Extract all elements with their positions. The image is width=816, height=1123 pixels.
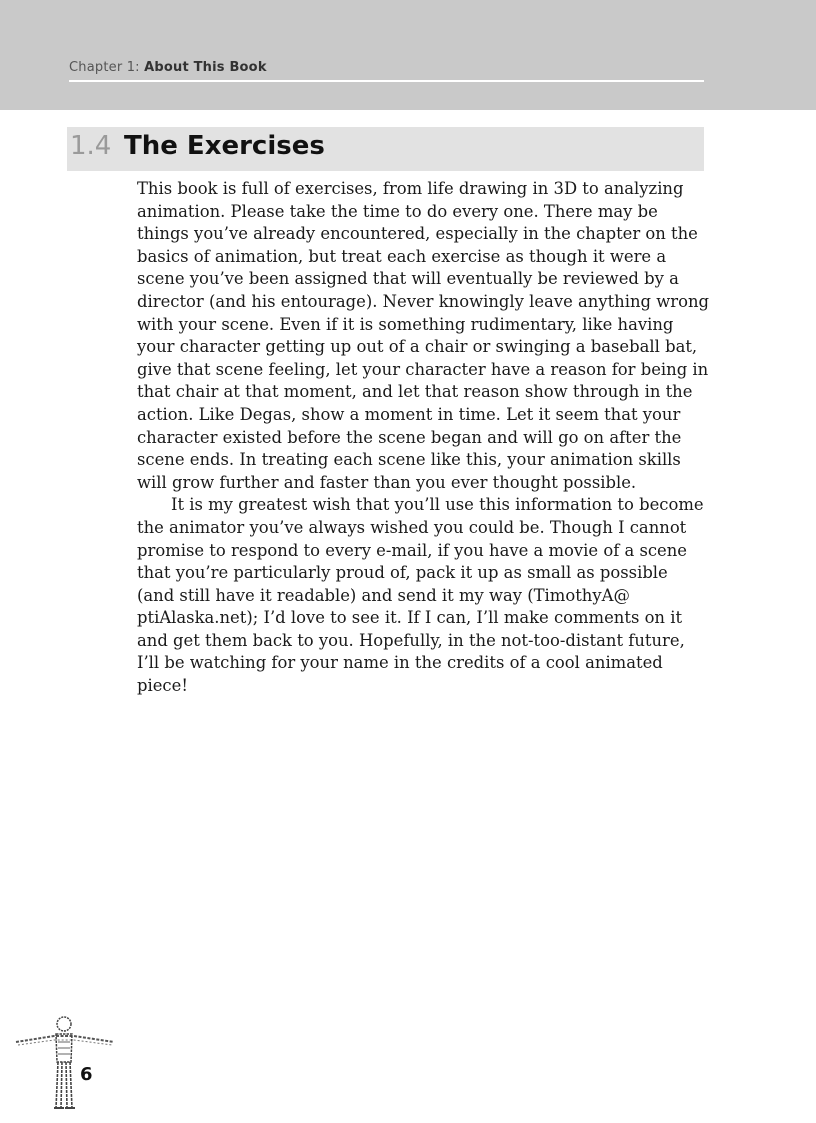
text-line: This book is full of exercises, from life drawing in 3D to analyzing — [137, 179, 684, 198]
text-line: (and still have it readable) and send it my way (TimothyA@ — [137, 585, 630, 605]
text-line: I’ll be watching for your name in the credits of a cool animated — [137, 653, 663, 673]
running-head — [69, 60, 267, 75]
chapter-label: Chapter 1: — [69, 60, 140, 75]
text-line: piece! — [137, 676, 188, 696]
running-header-band — [0, 0, 816, 110]
text-line: animation. Please take the time to do every one. There may be — [137, 201, 658, 221]
paragraph-2 — [137, 494, 717, 697]
paragraph-1 — [137, 178, 717, 494]
section-title: The Exercises — [124, 131, 325, 161]
text-line: that chair at that moment, and let that reason show through in the — [137, 382, 693, 402]
text-line: give that scene feeling, let your character have a reason for being in — [137, 359, 709, 379]
text-line: promise to respond to every e-mail, if you have a movie of a scene — [137, 540, 688, 560]
text-line: things you’ve already encountered, especially in the chapter on the — [137, 224, 698, 244]
text-line: will grow further and faster than you ever thought possible. — [137, 472, 637, 492]
section-number: 1.4 — [70, 131, 112, 161]
text-line: and get them back to you. Hopefully, in the not-too-distant future, — [137, 630, 685, 650]
text-line: ptiAlaska.net); I’d love to see it. If I can, I’ll make comments on it — [137, 608, 683, 628]
text-line: It is my greatest wish that you’ll use this information to become — [171, 495, 704, 515]
text-line: action. Like Degas, show a moment in time. Let it seem that your — [137, 404, 681, 424]
text-line: character existed before the scene began and will go on after the — [137, 427, 682, 447]
text-line: your character getting up out of a chair or swinging a baseball bat, — [137, 337, 698, 357]
text-line: scene ends. In treating each scene like this, your animation skills — [137, 450, 681, 470]
text-line: director (and his entourage). Never knowingly leave anything wrong — [137, 291, 710, 311]
text-line: scene you’ve been assigned that will eventually be reviewed by a — [137, 269, 679, 289]
text-line: with your scene. Even if it is something rudimentary, like having — [137, 314, 674, 334]
header-rule — [69, 80, 704, 82]
text-line: that you’re particularly proud of, pack it up as small as possible — [137, 563, 668, 583]
text-line: the animator you’ve always wished you could be. Though I cannot — [137, 517, 687, 537]
page-number: 6 — [80, 1064, 93, 1085]
chapter-title: About This Book — [144, 60, 267, 75]
t-pose-character-icon — [14, 1012, 122, 1112]
text-line: basics of animation, but treat each exercise as though it were a — [137, 246, 667, 266]
body-text — [137, 178, 717, 698]
